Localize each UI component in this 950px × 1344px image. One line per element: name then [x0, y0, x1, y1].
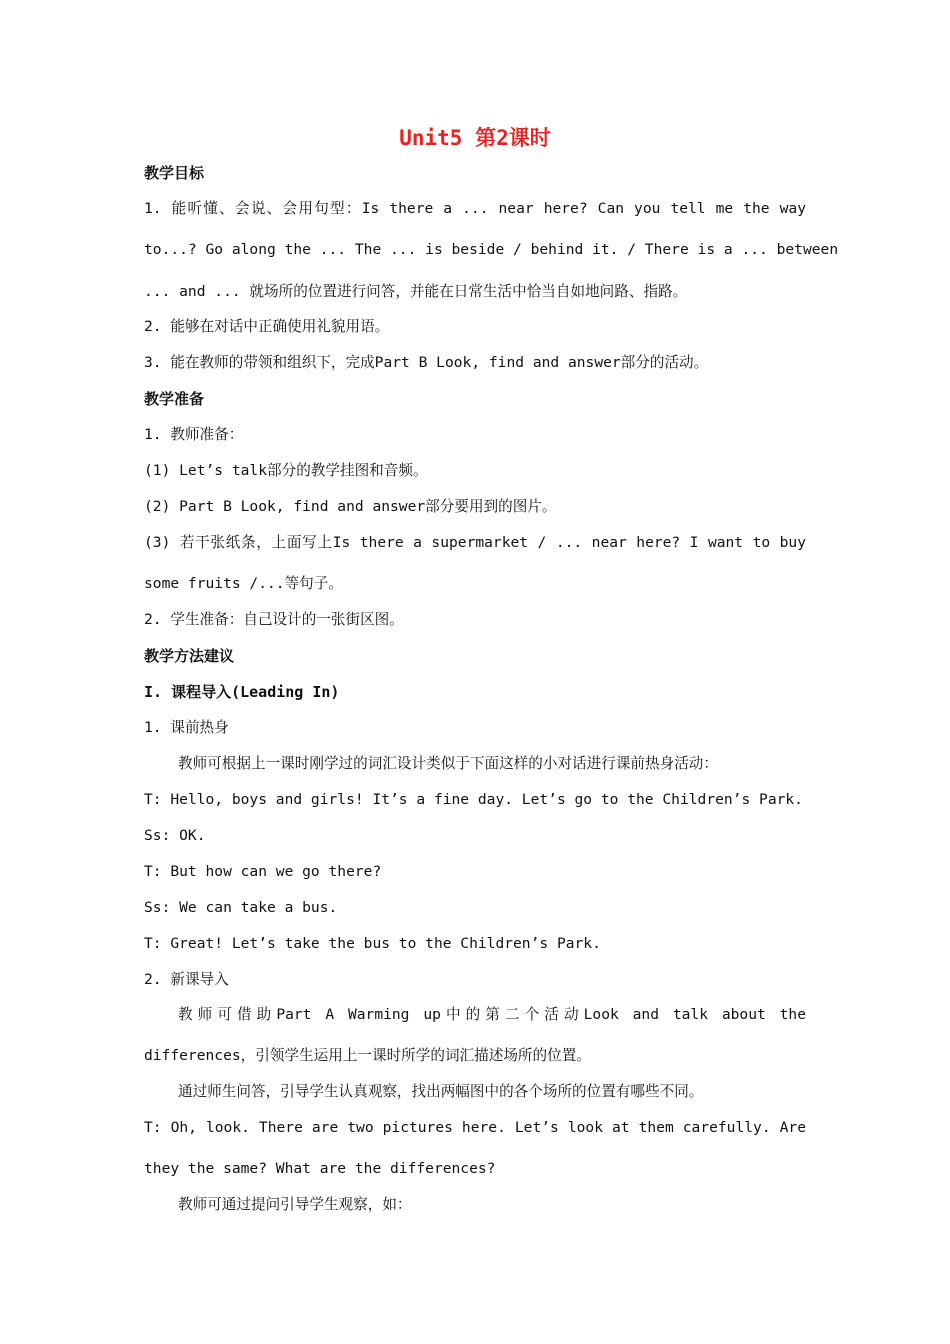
new-lesson-line-3: 通过师生问答，引导学生认真观察，找出两幅图中的各个场所的位置有哪些不同。	[178, 1083, 704, 1100]
new-lesson-heading: 2. 新课导入	[144, 971, 229, 988]
preparation-heading: 教学准备	[144, 390, 205, 408]
preparation-1b: (2) Part B Look, find and answer部分要用到的图片。	[144, 498, 557, 515]
new-lesson-line-1: 教师可借助Part A Warming up中的第二个活动Look and talk about the	[178, 1006, 806, 1023]
leading-in-heading: I. 课程导入(Leading In)	[144, 683, 340, 701]
dialog-line-6b: they the same? What are the differences?	[144, 1160, 496, 1177]
preparation-1c-line-1: (3) 若干张纸条，上面写上Is there a supermarket / ... near here? I want to buy	[144, 534, 806, 551]
new-lesson-line-2: differences，引领学生运用上一课时所学的词汇描述场所的位置。	[144, 1047, 591, 1064]
objective-1-line-3: ... and ... 就场所的位置进行问答，并能在日常生活中恰当自如地问路、指路。	[144, 283, 688, 300]
closing-line: 教师可通过提问引导学生观察，如：	[178, 1196, 412, 1213]
warmup-intro: 教师可根据上一课时刚学过的词汇设计类似于下面这样的小对话进行课前热身活动：	[178, 755, 718, 772]
objective-1-line-1: 1. 能听懂、会说、会用句型：Is there a ... near here? Can you tell me the way	[144, 200, 806, 217]
objective-3: 3. 能在教师的带领和组织下，完成Part B Look, find and answer部分的活动。	[144, 354, 709, 371]
objective-1-line-2: to...? Go along the ... The ... is beside / behind it. / There is a ... between	[144, 241, 839, 258]
preparation-2: 2. 学生准备：自己设计的一张街区图。	[144, 611, 404, 628]
document-title: Unit5 第2课时	[399, 126, 551, 150]
preparation-1: 1. 教师准备：	[144, 426, 244, 443]
dialog-line-6a: T: Oh, look. There are two pictures here. Let’s look at them carefully. Are	[144, 1119, 806, 1136]
objective-2: 2. 能够在对话中正确使用礼貌用语。	[144, 318, 390, 335]
preparation-1c-line-2: some fruits /...等句子。	[144, 575, 343, 592]
dialog-line-1: T: Hello, boys and girls! It’s a fine day. Let’s go to the Children’s Park.	[144, 791, 803, 808]
preparation-1a: (1) Let’s talk部分的教学挂图和音频。	[144, 462, 428, 479]
method-heading: 教学方法建议	[144, 647, 235, 665]
dialog-line-5: T: Great! Let’s take the bus to the Children’s Park.	[144, 935, 601, 952]
dialog-line-2: Ss: OK.	[144, 827, 206, 844]
objectives-heading: 教学目标	[144, 164, 205, 182]
dialog-line-4: Ss: We can take a bus.	[144, 899, 338, 916]
warmup-heading: 1. 课前热身	[144, 719, 229, 736]
dialog-line-3: T: But how can we go there?	[144, 863, 382, 880]
